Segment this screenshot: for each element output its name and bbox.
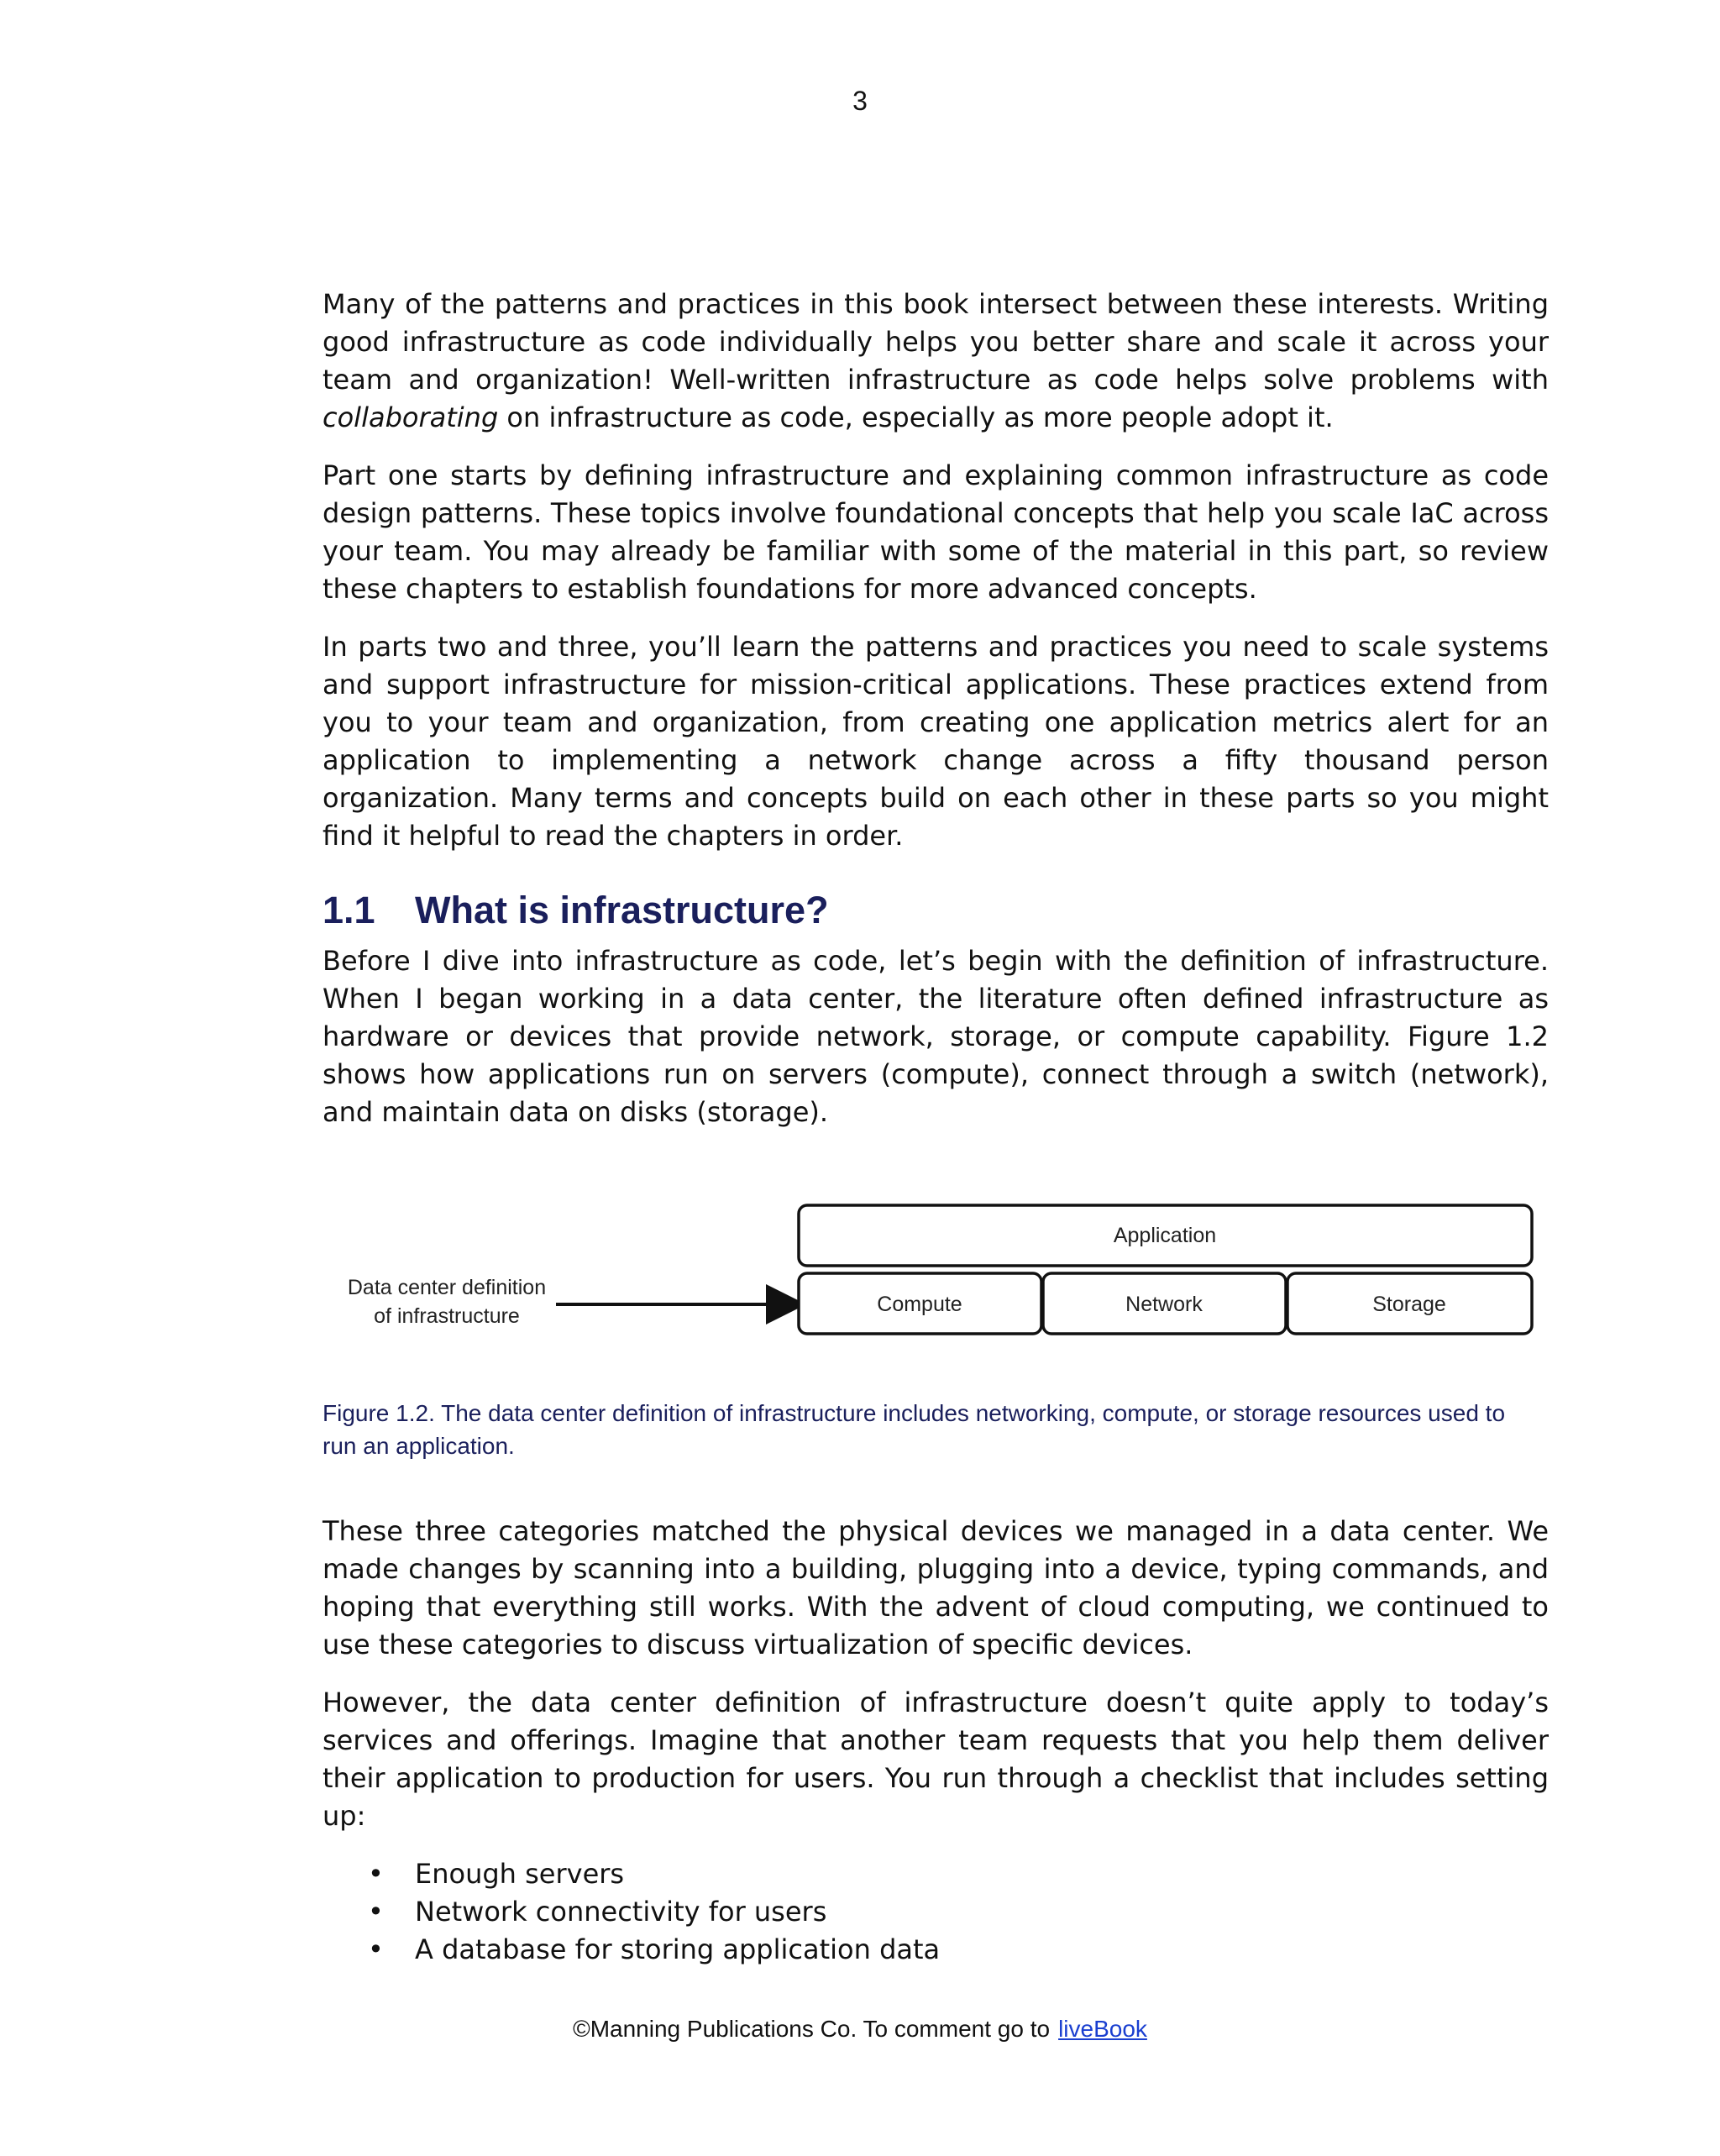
section-heading xyxy=(322,885,1549,936)
paragraph-categories: These three categories matched the physical devices we managed in a data center. We made changes by scanning into a building, plugging into a device, typing commands, and hoping that everything still works. With the advent of cloud computing, we continued to use these categories to discuss virtualization of specific devices. xyxy=(322,1515,1549,1660)
emphasis-collaborating: collaborating xyxy=(322,401,499,433)
paragraph-however: However, the data center definition of infrastructure doesn’t quite apply to today’s services and offerings. Imagine that another team requests that you help them deliver their application to production for users. You run through a checklist that includes setting up: xyxy=(322,1687,1549,1832)
livebook-link[interactable]: liveBook xyxy=(1058,2016,1147,2042)
list-item xyxy=(322,1855,1549,1893)
storage-label: Storage xyxy=(1372,1293,1446,1316)
bullet-icon: • xyxy=(368,1896,384,1928)
page-number: 3 xyxy=(852,86,868,116)
section-number: 1.1 xyxy=(322,889,375,931)
network-label: Network xyxy=(1125,1293,1203,1316)
paragraph-intro-3: In parts two and three, you’ll learn the patterns and practices you need to scale systems and support infrastructure for mission-critical applications. These practices extend from you to your team and organization, from creating one application metrics alert for an application to implementing a network change across a fifty thousand person organization. Many terms and concepts build on each other in these parts so you might find it helpful to read the chapters in order. xyxy=(322,631,1549,852)
diagram-left-label-line1: Data center definition xyxy=(347,1276,547,1299)
section-title: What is infrastructure? xyxy=(415,889,829,931)
list-item xyxy=(322,1931,1549,1969)
checklist xyxy=(322,1855,1549,1969)
compute-label: Compute xyxy=(877,1293,962,1316)
paragraph-text: on infrastructure as code, especially as more people adopt it. xyxy=(498,401,1334,433)
footer xyxy=(0,2016,1720,2043)
paragraph-text: Many of the patterns and practices in this book intersect between these interests. Writing good infrastructure as code individually helps you better share and scale it across your team and organization! Well-written infrastructure as code helps solve problems with xyxy=(322,288,1549,396)
page-content xyxy=(322,286,1549,1969)
list-item xyxy=(322,1893,1549,1931)
paragraph-definition: Before I dive into infrastructure as code, let’s begin with the definition of infrastructure. When I began working in a data center, the literature often defined infrastructure as hardware or devices that provide network, storage, or compute capability. Figure 1.2 shows how applications run on servers (compute), connect through a switch (network), and maintain data on disks (storage). xyxy=(322,945,1549,1128)
footer-copyright: ©Manning Publications Co. To comment go to xyxy=(573,2016,1051,2042)
paragraph-intro-2: Part one starts by defining infrastructure and explaining common infrastructure as code design patterns. These topics involve foundational concepts that help you scale IaC across your team. You may already be familiar with some of the material in this part, so review these chapters to establish foundations for more advanced concepts. xyxy=(322,459,1549,605)
bullet-icon: • xyxy=(368,1933,384,1965)
diagram-left-label-line2: of infrastructure xyxy=(374,1304,520,1328)
paragraph-intro-1 xyxy=(322,286,1549,437)
list-item-text: Network connectivity for users xyxy=(415,1896,827,1928)
list-item-text: Enough servers xyxy=(415,1858,625,1890)
application-label: Application xyxy=(1113,1224,1217,1247)
figure-data-center-diagram xyxy=(322,1187,1549,1380)
figure-caption: Figure 1.2. The data center definition of infrastructure includes networking, compute, or storage resources used to run an application. xyxy=(322,1400,1506,1459)
diagram-svg xyxy=(322,1187,1549,1380)
bullet-icon: • xyxy=(368,1858,384,1890)
list-item-text: A database for storing application data xyxy=(415,1933,941,1965)
